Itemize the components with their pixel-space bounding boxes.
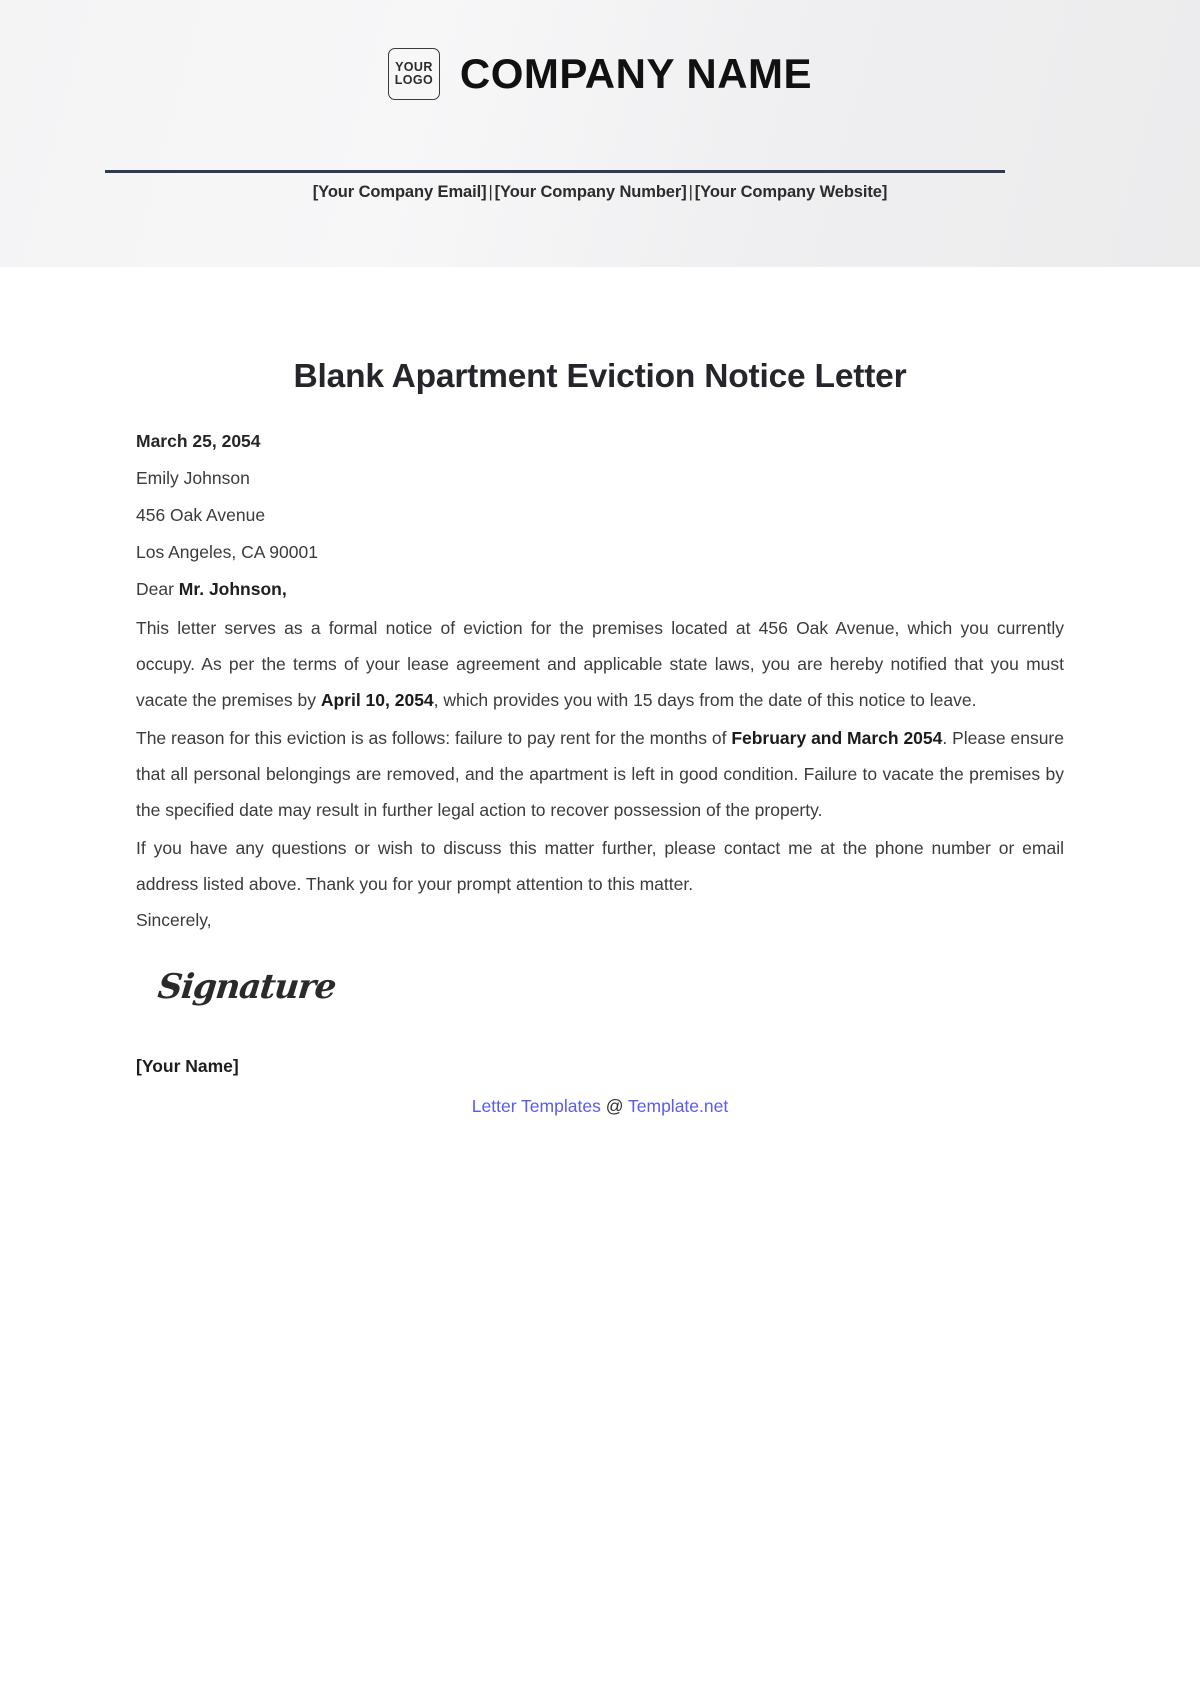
logo-text-line-1: YOUR [395, 60, 433, 74]
closing-line: Sincerely, [136, 910, 212, 931]
company-website-placeholder: [Your Company Website] [694, 183, 888, 201]
template-credit [136, 1089, 1064, 1123]
salutation-line [136, 571, 1064, 608]
page-title: Blank Apartment Eviction Notice Letter [293, 358, 907, 395]
letter-templates-link[interactable]: Letter Templates [471, 1095, 601, 1116]
logo-text-line-2: LOGO [394, 73, 434, 87]
sender-name-placeholder: [Your Name] [136, 1055, 239, 1076]
paragraph-1-vacate-date: April 10, 2054 [320, 690, 434, 711]
paragraph-2-part-2: . Please ensure that all personal belongings are removed, and the apartment is left in good condition. Failure to vacate the premises by the specified date may result in further legal action to recover possession of the property. [136, 728, 1064, 821]
salutation-recipient: Mr. Johnson, [178, 579, 287, 600]
paragraph-1-part-1: This letter serves as a formal notice of eviction for the premises located at 456 Oak Avenue, which you currently occupy. As per the terms of your lease agreement and applicable state laws, you are hereby notified that you must vacate the premises by [136, 618, 1064, 711]
signature-script: Signature [155, 967, 338, 1008]
contact-separator-1: | [488, 183, 493, 201]
paragraph-2-unpaid-months: February and March 2054 [731, 728, 943, 749]
letterhead-header [0, 0, 1200, 267]
paragraph-1-part-2: , which provides you with 15 days from the date of this notice to leave. [433, 690, 977, 711]
contact-separator-2: | [688, 183, 693, 201]
paragraph-2 [136, 720, 1064, 828]
recipient-city-state-zip: Los Angeles, CA 90001 [136, 542, 318, 563]
recipient-name: Emily Johnson [136, 468, 250, 489]
recipient-street: 456 Oak Avenue [136, 505, 266, 526]
paragraph-1 [136, 610, 1064, 718]
letterhead-brand-row [0, 48, 1200, 100]
letter-date: March 25, 2054 [136, 431, 261, 452]
paragraph-3: If you have any questions or wish to discuss this matter further, please contact me at the phone number or email address listed above. Thank you for your prompt attention to this matter. [136, 838, 1064, 895]
at-symbol: @ [605, 1095, 624, 1116]
company-email-placeholder: [Your Company Email] [312, 183, 487, 201]
salutation-greeting: Dear [136, 579, 179, 600]
company-logo-placeholder [388, 48, 440, 100]
template-net-link[interactable]: Template.net [628, 1095, 729, 1116]
company-phone-placeholder: [Your Company Number] [494, 183, 687, 201]
letter-body [0, 267, 1200, 1123]
company-contact-line [0, 183, 1200, 202]
paragraph-2-part-1: The reason for this eviction is as follows: failure to pay rent for the months of [136, 728, 732, 749]
company-name: COMPANY NAME [459, 50, 813, 97]
header-divider-rule [105, 170, 1005, 173]
